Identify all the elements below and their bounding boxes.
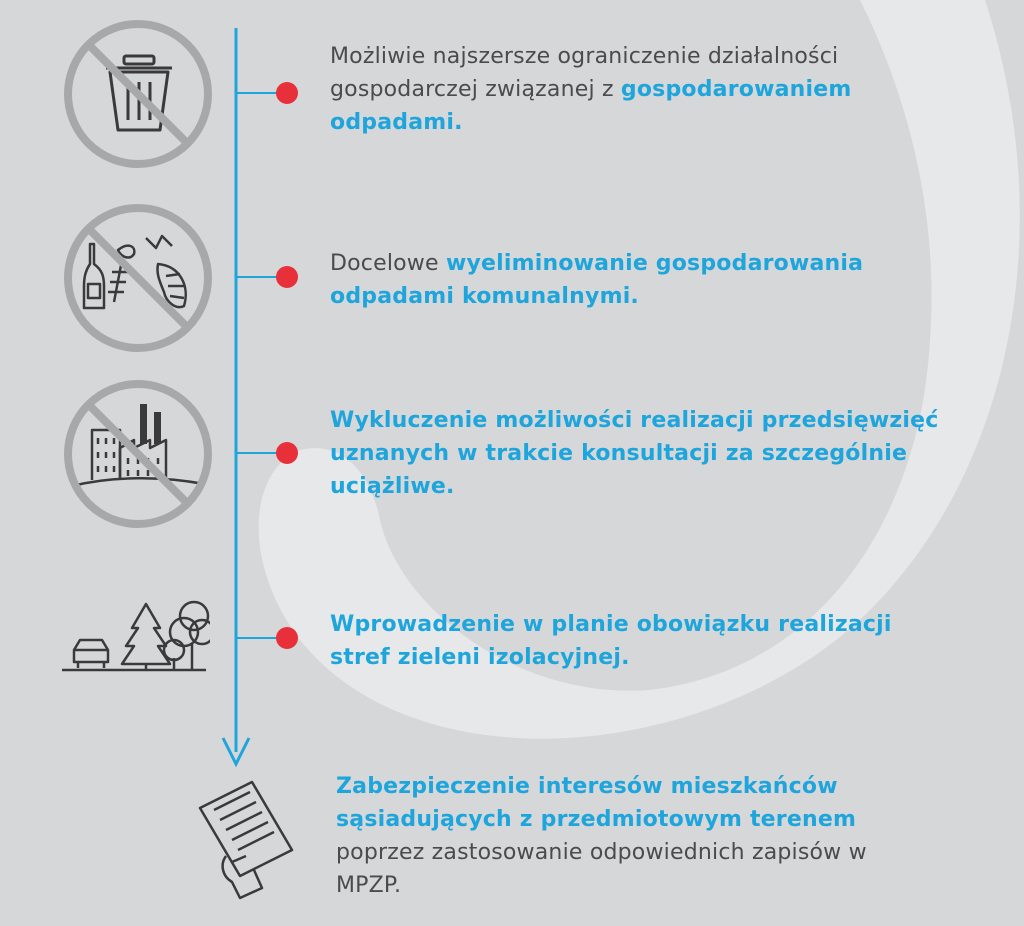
timeline-result-text	[336, 770, 936, 902]
item-2-highlight: wyeliminowanie gospodarowania odpadami komunalnymi.	[330, 251, 864, 309]
timeline-item-2-text	[330, 247, 950, 313]
no-organic-waste-icon	[62, 202, 214, 354]
timeline-connector-2	[236, 266, 298, 288]
timeline-connector-4	[236, 627, 298, 649]
timeline-marker-2	[276, 266, 298, 288]
timeline-item-4-text	[330, 608, 950, 674]
timeline-marker-4	[276, 627, 298, 649]
item-1-lead: Możliwie najszersze ograniczenie działalności gospodarczej związanej z	[330, 44, 839, 102]
timeline-item-3-text	[330, 404, 990, 503]
no-trash-icon	[62, 18, 214, 170]
green-belt-icon	[60, 592, 210, 676]
no-factory-icon	[62, 378, 214, 530]
item-1-highlight: gospodarowaniem odpadami.	[330, 77, 852, 135]
timeline-item-1-text	[330, 40, 950, 139]
timeline-connector-1	[236, 82, 298, 104]
timeline-marker-1	[276, 82, 298, 104]
item-3-highlight: Wykluczenie możliwości realizacji przedsięwzięć uznanych w trakcie konsultacji za szczególnie uciążliwe.	[330, 408, 939, 499]
timeline-connector-3	[236, 442, 298, 464]
timeline-marker-3	[276, 442, 298, 464]
item-5-tail: poprzez zastosowanie odpowiednich zapisów w MPZP.	[336, 840, 867, 898]
item-2-lead: Docelowe	[330, 251, 446, 276]
item-4-highlight: Wprowadzenie w planie obowiązku realizacji stref zieleni izolacyjnej.	[330, 612, 892, 670]
item-5-highlight: Zabezpieczenie interesów mieszkańców sąsiadujących z przedmiotowym terenem	[336, 774, 857, 832]
document-hand-icon	[196, 778, 298, 906]
